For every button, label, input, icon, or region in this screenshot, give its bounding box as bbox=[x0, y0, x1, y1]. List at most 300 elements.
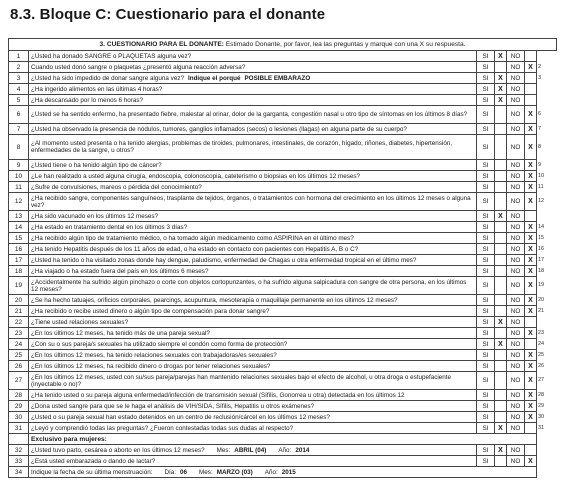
question-row bbox=[9, 372, 557, 390]
yes-label: SI bbox=[477, 295, 495, 306]
no-checkbox[interactable]: X bbox=[525, 233, 537, 244]
no-checkbox[interactable]: X bbox=[525, 390, 537, 401]
margin-number: 17 bbox=[538, 256, 545, 263]
year-value: 2015 bbox=[281, 468, 296, 476]
no-checkbox[interactable]: X bbox=[525, 244, 537, 255]
margin-number: 20 bbox=[538, 296, 545, 303]
no-label: NO bbox=[507, 317, 525, 328]
yes-checkbox[interactable] bbox=[495, 295, 507, 306]
page-heading: 8.3. Bloque C: Cuestionario para el donante bbox=[10, 6, 326, 23]
no-label: NO bbox=[507, 95, 525, 106]
last-menstruation-row bbox=[9, 467, 557, 478]
question-row bbox=[9, 390, 557, 401]
question-row bbox=[9, 339, 557, 350]
margin-number: 6 bbox=[538, 111, 542, 117]
question-text bbox=[29, 244, 477, 255]
women-section-spacer bbox=[9, 434, 29, 445]
yes-checkbox[interactable] bbox=[495, 412, 507, 423]
margin-number: 24 bbox=[538, 340, 545, 347]
yes-checkbox[interactable]: X bbox=[495, 73, 507, 84]
question-text-label: ¿Sufre de convulsiones, mareos o pérdida del conocimiento? bbox=[31, 183, 202, 191]
question-number: 30 bbox=[9, 412, 29, 423]
question-text-label: ¿Está usted embarazada o dando de lactar? bbox=[31, 457, 156, 465]
question-text bbox=[29, 182, 477, 193]
yes-checkbox[interactable] bbox=[495, 361, 507, 372]
yes-checkbox[interactable] bbox=[495, 106, 507, 124]
margin-number: 9 bbox=[538, 161, 542, 168]
question-row bbox=[9, 350, 557, 361]
question-row bbox=[9, 193, 557, 211]
no-checkbox[interactable]: X bbox=[525, 372, 537, 390]
yes-label: SI bbox=[477, 135, 495, 160]
no-checkbox[interactable]: X bbox=[525, 456, 537, 467]
question-number: 32 bbox=[9, 445, 29, 456]
question-number: 24 bbox=[9, 339, 29, 350]
no-checkbox[interactable] bbox=[525, 339, 537, 350]
question-row bbox=[9, 51, 557, 62]
question-row bbox=[9, 277, 557, 295]
question-number: 17 bbox=[9, 255, 29, 266]
question-text bbox=[29, 84, 477, 95]
question-text-label: ¿Ha recibido algún tipo de tratamiento médico, o ha tomado algún medicamento como ASPIRINA en el último mes? bbox=[31, 234, 354, 242]
yes-label: SI bbox=[477, 62, 495, 73]
year-value: 2014 bbox=[295, 446, 310, 454]
margin-number: 27 bbox=[538, 377, 545, 383]
question-number: 11 bbox=[9, 182, 29, 193]
yes-label: SI bbox=[477, 317, 495, 328]
no-checkbox[interactable] bbox=[525, 51, 537, 62]
question-row bbox=[9, 361, 557, 372]
donor-questionnaire-table bbox=[8, 38, 557, 478]
question-number: 14 bbox=[9, 222, 29, 233]
yes-checkbox[interactable]: X bbox=[495, 84, 507, 95]
no-checkbox[interactable]: X bbox=[525, 171, 537, 182]
yes-checkbox[interactable] bbox=[495, 124, 507, 135]
margin-number: 21 bbox=[538, 307, 545, 314]
yes-label: SI bbox=[477, 193, 495, 211]
question-text-label: ¿Usted ha donado SANGRE o PLAQUETAS alguna vez? bbox=[31, 52, 192, 60]
question-text-label: ¿Ha descansado por lo menos 6 horas? bbox=[31, 96, 144, 104]
question-text-label: ¿Usted ha sido impedido de donar sangre alguna vez? bbox=[31, 74, 184, 82]
yes-label: SI bbox=[477, 306, 495, 317]
no-checkbox[interactable]: X bbox=[525, 124, 537, 135]
question-number: 15 bbox=[9, 233, 29, 244]
question-number: 26 bbox=[9, 361, 29, 372]
question-text-label: ¿Ha recibido sangre, componentes sanguíneos, trasplante de tejidos, órganos, o tratamientos con hormona del crecimiento en los últimos 12 meses o alguna vez? bbox=[31, 194, 471, 209]
no-label: NO bbox=[507, 306, 525, 317]
no-checkbox[interactable] bbox=[525, 95, 537, 106]
no-label: NO bbox=[507, 390, 525, 401]
question-row bbox=[9, 266, 557, 277]
question-number: 20 bbox=[9, 295, 29, 306]
question-text bbox=[29, 361, 477, 372]
month-label: Mes: bbox=[216, 446, 231, 454]
yes-label: SI bbox=[477, 244, 495, 255]
no-checkbox[interactable]: X bbox=[525, 361, 537, 372]
question-row bbox=[9, 401, 557, 412]
question-text-label: ¿Accidentalmente ha sufrido algún pinchazo o corte con objetos cortopunzantes, o ha sufrido alguna salpicadura con sangre de otra persona, en los últimos 12 meses? bbox=[31, 278, 467, 293]
answer-label: Indique el porqué bbox=[187, 74, 241, 82]
yes-checkbox[interactable] bbox=[495, 222, 507, 233]
yes-checkbox[interactable] bbox=[495, 277, 507, 295]
no-checkbox[interactable]: X bbox=[525, 412, 537, 423]
no-checkbox[interactable]: X bbox=[525, 306, 537, 317]
yes-checkbox[interactable] bbox=[495, 160, 507, 171]
question-text bbox=[29, 160, 477, 171]
no-label: NO bbox=[507, 84, 525, 95]
question-text bbox=[29, 317, 477, 328]
yes-checkbox[interactable] bbox=[495, 328, 507, 339]
margin-number bbox=[537, 211, 557, 222]
margin-number: 3 bbox=[538, 74, 542, 81]
question-row bbox=[9, 222, 557, 233]
question-text-label: ¿Leyó y comprendió todas las preguntas? ¿Fueron contestadas todas sus dudas al respecto? bbox=[31, 424, 294, 432]
question-text-label: ¿Se ha hecho tatuajes, orificios corporales, pearcings, acupuntura, mesoterapia o maquillaje permanente en los últimos 12 meses? bbox=[31, 296, 398, 304]
no-label: NO bbox=[507, 328, 525, 339]
margin-blank bbox=[537, 434, 557, 445]
question-number: 34 bbox=[9, 467, 29, 478]
yes-label: SI bbox=[477, 84, 495, 95]
day-value: 06 bbox=[180, 468, 188, 476]
yes-label: SI bbox=[477, 266, 495, 277]
margin-blank bbox=[537, 467, 557, 478]
table-header-title: 3. CUESTIONARIO PARA EL DONANTE: bbox=[99, 41, 224, 48]
question-row bbox=[9, 244, 557, 255]
question-text bbox=[29, 445, 477, 456]
yes-label: SI bbox=[477, 233, 495, 244]
no-checkbox[interactable]: X bbox=[525, 255, 537, 266]
yes-label: SI bbox=[477, 423, 495, 434]
question-number: 23 bbox=[9, 328, 29, 339]
yes-checkbox[interactable]: X bbox=[495, 211, 507, 222]
margin-number: 18 bbox=[538, 267, 545, 274]
question-text-label: ¿Ha estado en tratamiento dental en los últimos 3 días? bbox=[31, 223, 188, 231]
yes-label: SI bbox=[477, 361, 495, 372]
margin-number: 29 bbox=[538, 402, 545, 409]
question-text bbox=[29, 193, 477, 211]
question-row bbox=[9, 423, 557, 434]
question-text bbox=[29, 95, 477, 106]
no-label: NO bbox=[507, 372, 525, 390]
question-text bbox=[29, 467, 537, 478]
question-text bbox=[29, 350, 477, 361]
question-number: 1 bbox=[9, 51, 29, 62]
yes-label: SI bbox=[477, 171, 495, 182]
margin-number: 19 bbox=[538, 282, 545, 288]
yes-label: SI bbox=[477, 277, 495, 295]
margin-number: 14 bbox=[538, 223, 545, 230]
question-number: 9 bbox=[9, 160, 29, 171]
yes-checkbox[interactable] bbox=[495, 193, 507, 211]
no-label: NO bbox=[507, 361, 525, 372]
question-text bbox=[29, 390, 477, 401]
question-number: 4 bbox=[9, 84, 29, 95]
yes-label: SI bbox=[477, 328, 495, 339]
margin-number: 31 bbox=[538, 424, 545, 431]
question-text-label: Indique la fecha de su última menstruación: bbox=[31, 468, 153, 476]
question-number: 2 bbox=[9, 62, 29, 73]
no-label: NO bbox=[507, 445, 525, 456]
yes-checkbox[interactable] bbox=[495, 171, 507, 182]
yes-checkbox[interactable]: X bbox=[495, 423, 507, 434]
yes-checkbox[interactable] bbox=[495, 390, 507, 401]
question-text bbox=[29, 62, 477, 73]
no-checkbox[interactable]: X bbox=[525, 160, 537, 171]
yes-label: SI bbox=[477, 222, 495, 233]
question-number: 18 bbox=[9, 266, 29, 277]
question-text-label: ¿Ha sido vacunado en los últimos 12 meses? bbox=[31, 212, 159, 220]
question-number: 12 bbox=[9, 193, 29, 211]
question-number: 3 bbox=[9, 73, 29, 84]
yes-checkbox[interactable] bbox=[495, 135, 507, 160]
margin-number: 2 bbox=[538, 63, 542, 70]
margin-number bbox=[537, 84, 557, 95]
question-row bbox=[9, 124, 557, 135]
question-text-label: ¿Ha ingerido alimentos en las últimas 4 horas? bbox=[31, 85, 163, 93]
question-row bbox=[9, 317, 557, 328]
margin-number: 30 bbox=[538, 413, 545, 420]
day-label: Día: bbox=[164, 468, 177, 476]
question-row bbox=[9, 135, 557, 160]
no-label: NO bbox=[507, 456, 525, 467]
question-text-label: ¿Usted tiene o ha tenido algún tipo de cáncer? bbox=[31, 161, 162, 169]
question-text bbox=[29, 124, 477, 135]
no-checkbox[interactable]: X bbox=[525, 182, 537, 193]
question-row bbox=[9, 295, 557, 306]
yes-checkbox[interactable] bbox=[495, 306, 507, 317]
no-label: NO bbox=[507, 211, 525, 222]
question-row bbox=[9, 171, 557, 182]
no-label: NO bbox=[507, 423, 525, 434]
no-label: NO bbox=[507, 222, 525, 233]
month-value: MARZO (03) bbox=[216, 468, 253, 476]
question-text-label: ¿Usted ha observado la presencia de nódulos, tumores, ganglios inflamados (secos) o lesiones (llagas) en alguna parte de su cuerpo? bbox=[31, 125, 407, 133]
yes-label: SI bbox=[477, 390, 495, 401]
yes-label: SI bbox=[477, 73, 495, 84]
margin-number: 15 bbox=[538, 234, 545, 241]
question-number: 5 bbox=[9, 95, 29, 106]
question-text bbox=[29, 401, 477, 412]
no-checkbox[interactable]: X bbox=[525, 295, 537, 306]
margin-number: 12 bbox=[538, 198, 545, 204]
no-checkbox[interactable]: X bbox=[525, 401, 537, 412]
question-row bbox=[9, 73, 557, 84]
women-section-row bbox=[9, 434, 557, 445]
yes-label: SI bbox=[477, 255, 495, 266]
answer-value: POSIBLE EMBARAZO bbox=[244, 74, 311, 82]
yes-checkbox[interactable] bbox=[495, 255, 507, 266]
question-row bbox=[9, 182, 557, 193]
no-checkbox[interactable]: X bbox=[525, 277, 537, 295]
question-text bbox=[29, 372, 477, 390]
no-checkbox[interactable] bbox=[525, 84, 537, 95]
question-text bbox=[29, 222, 477, 233]
question-text bbox=[29, 328, 477, 339]
question-text bbox=[29, 412, 477, 423]
yes-checkbox[interactable] bbox=[495, 266, 507, 277]
no-label: NO bbox=[507, 193, 525, 211]
question-text bbox=[29, 106, 477, 124]
table-header-row bbox=[9, 39, 557, 51]
no-checkbox[interactable]: X bbox=[525, 328, 537, 339]
no-checkbox[interactable]: X bbox=[525, 135, 537, 160]
yes-label: SI bbox=[477, 95, 495, 106]
question-number: 10 bbox=[9, 171, 29, 182]
yes-label: SI bbox=[477, 445, 495, 456]
question-row bbox=[9, 412, 557, 423]
question-row bbox=[9, 106, 557, 124]
yes-label: SI bbox=[477, 456, 495, 467]
yes-label: SI bbox=[477, 339, 495, 350]
question-text bbox=[29, 135, 477, 160]
question-row bbox=[9, 456, 557, 467]
question-number: 22 bbox=[9, 317, 29, 328]
no-label: NO bbox=[507, 233, 525, 244]
yes-label: SI bbox=[477, 401, 495, 412]
no-checkbox[interactable] bbox=[525, 73, 537, 84]
question-text bbox=[29, 295, 477, 306]
question-number: 27 bbox=[9, 372, 29, 390]
yes-checkbox[interactable] bbox=[495, 401, 507, 412]
yes-label: SI bbox=[477, 160, 495, 171]
no-label: NO bbox=[507, 106, 525, 124]
no-label: NO bbox=[507, 73, 525, 84]
question-text bbox=[29, 171, 477, 182]
no-checkbox[interactable]: X bbox=[525, 266, 537, 277]
question-number: 6 bbox=[9, 106, 29, 124]
question-number: 31 bbox=[9, 423, 29, 434]
no-checkbox[interactable]: X bbox=[525, 193, 537, 211]
margin-number: 10 bbox=[538, 172, 545, 179]
question-row bbox=[9, 306, 557, 317]
year-label: Año: bbox=[264, 468, 278, 476]
margin-number bbox=[537, 317, 557, 328]
month-value: ABRIL (04) bbox=[234, 446, 267, 454]
yes-label: SI bbox=[477, 350, 495, 361]
no-checkbox[interactable]: X bbox=[525, 62, 537, 73]
question-text-label: ¿Usted ha tenido o ha visitado zonas donde hay dengue, paludismo, enfermedad de Chagas u otra enfermedad tropical en el último mes? bbox=[31, 256, 417, 264]
no-checkbox[interactable]: X bbox=[525, 222, 537, 233]
question-text bbox=[29, 233, 477, 244]
yes-checkbox[interactable]: X bbox=[495, 317, 507, 328]
question-text-label: ¿Con su o sus pareja/s sexuales ha utilizado siempre el condón como forma de protección? bbox=[31, 340, 288, 348]
question-text-label: ¿En los últimos 12 meses, ha recibido dinero o drogas por tener relaciones sexuales? bbox=[31, 362, 271, 370]
question-text-label: ¿Usted o su pareja sexual han estado detenidos en un centro de reclusión/cárcel en los últimos 12 meses? bbox=[31, 413, 330, 421]
question-number: 8 bbox=[9, 135, 29, 160]
yes-checkbox[interactable]: X bbox=[495, 339, 507, 350]
yes-checkbox[interactable]: X bbox=[495, 95, 507, 106]
question-row bbox=[9, 233, 557, 244]
no-checkbox[interactable] bbox=[525, 211, 537, 222]
margin-number: 8 bbox=[538, 143, 542, 150]
table-header-cell bbox=[9, 39, 557, 51]
table-header-instructions: Estimado Donante, por favor, lea las preguntas y marque con una X su respuesta. bbox=[225, 41, 466, 48]
no-label: NO bbox=[507, 295, 525, 306]
question-number: 29 bbox=[9, 401, 29, 412]
no-label: NO bbox=[507, 135, 525, 160]
no-label: NO bbox=[507, 401, 525, 412]
question-text bbox=[29, 339, 477, 350]
margin-number: 11 bbox=[538, 183, 544, 190]
yes-checkbox[interactable]: X bbox=[495, 445, 507, 456]
yes-checkbox[interactable] bbox=[495, 244, 507, 255]
question-number: 25 bbox=[9, 350, 29, 361]
question-number: 19 bbox=[9, 277, 29, 295]
question-number: 21 bbox=[9, 306, 29, 317]
question-number: 16 bbox=[9, 244, 29, 255]
margin-number: 7 bbox=[538, 125, 542, 132]
question-row bbox=[9, 328, 557, 339]
month-label: Mes: bbox=[199, 468, 213, 476]
question-text bbox=[29, 211, 477, 222]
question-number: 33 bbox=[9, 456, 29, 467]
question-text-label: ¿Usted se ha sentido enfermo, ha presentado fiebre, malestar al orinar, dolor de la garganta, congestión nasal u otro tipo de síntomas en los últimos 8 días? bbox=[31, 111, 468, 118]
question-text-label: ¿Ha recibido o recibe usted dinero o algún tipo de compensación para donar sangre? bbox=[31, 307, 270, 315]
yes-checkbox[interactable] bbox=[495, 456, 507, 467]
yes-checkbox[interactable] bbox=[495, 182, 507, 193]
no-label: NO bbox=[507, 350, 525, 361]
question-text-label: ¿Ha tenido usted o su pareja alguna enfermedad/infección de transmisión sexual (Sífilis, Gonorrea u otra) detectada en los últimos 12 bbox=[31, 391, 405, 399]
question-text bbox=[29, 266, 477, 277]
no-label: NO bbox=[507, 171, 525, 182]
question-row bbox=[9, 255, 557, 266]
margin-number: 26 bbox=[538, 362, 545, 369]
yes-label: SI bbox=[477, 211, 495, 222]
question-row bbox=[9, 62, 557, 73]
year-label: Año: bbox=[278, 446, 292, 454]
yes-checkbox[interactable] bbox=[495, 372, 507, 390]
question-text-label: ¿En los últimos 12 meses, usted con su/sus pareja/parejas han mantenido relaciones sexuales bajo el efecto de alcohol, u otra droga o estupefaciente (inyectable o no)? bbox=[31, 373, 452, 388]
yes-label: SI bbox=[477, 372, 495, 390]
question-row bbox=[9, 445, 557, 456]
no-label: NO bbox=[507, 266, 525, 277]
question-text bbox=[29, 306, 477, 317]
margin-number bbox=[537, 445, 557, 456]
question-row bbox=[9, 211, 557, 222]
no-checkbox[interactable] bbox=[525, 423, 537, 434]
no-checkbox[interactable]: X bbox=[525, 350, 537, 361]
margin-number: 23 bbox=[538, 329, 545, 336]
women-section-title: Exclusivo para mujeres: bbox=[29, 434, 537, 445]
question-text bbox=[29, 51, 477, 62]
yes-checkbox[interactable] bbox=[495, 62, 507, 73]
no-label: NO bbox=[507, 182, 525, 193]
margin-number bbox=[537, 456, 557, 467]
question-text-label: ¿Ha tenido Hepatitis después de los 11 años de edad, o ha estado en contacto con pacientes con Hepatitis A, B o C? bbox=[31, 245, 359, 253]
no-checkbox[interactable]: X bbox=[525, 106, 537, 124]
question-text-label: ¿Tiene usted relaciones sexuales? bbox=[31, 318, 129, 326]
margin-number: 25 bbox=[538, 351, 545, 358]
yes-checkbox[interactable] bbox=[495, 350, 507, 361]
question-text bbox=[29, 255, 477, 266]
no-checkbox[interactable] bbox=[525, 317, 537, 328]
question-text-label: ¿Usted tuvo parto, cesárea o aborto en los últimos 12 meses? bbox=[31, 446, 205, 454]
question-number: 7 bbox=[9, 124, 29, 135]
yes-checkbox[interactable] bbox=[495, 233, 507, 244]
question-text-label: Cuando usted donó sangre o plaquetas ¿presentó alguna reacción adversa? bbox=[31, 63, 246, 71]
no-label: NO bbox=[507, 124, 525, 135]
question-number: 13 bbox=[9, 211, 29, 222]
no-checkbox[interactable] bbox=[525, 445, 537, 456]
question-row bbox=[9, 160, 557, 171]
question-text-label: ¿En los últimos 12 meses, ha tenido más de una pareja sexual? bbox=[31, 329, 210, 337]
yes-label: SI bbox=[477, 106, 495, 124]
yes-checkbox[interactable]: X bbox=[495, 51, 507, 62]
question-text-label: ¿Al momento usted presenta o ha tenido alergias, problemas de tiroides, pulmonares, intestinales, de corazón, hígado, riñones, diabetes, hipertensión, enfermedades de la sangre, u otros? bbox=[31, 140, 453, 154]
no-label: NO bbox=[507, 244, 525, 255]
yes-label: SI bbox=[477, 412, 495, 423]
question-text bbox=[29, 423, 477, 434]
